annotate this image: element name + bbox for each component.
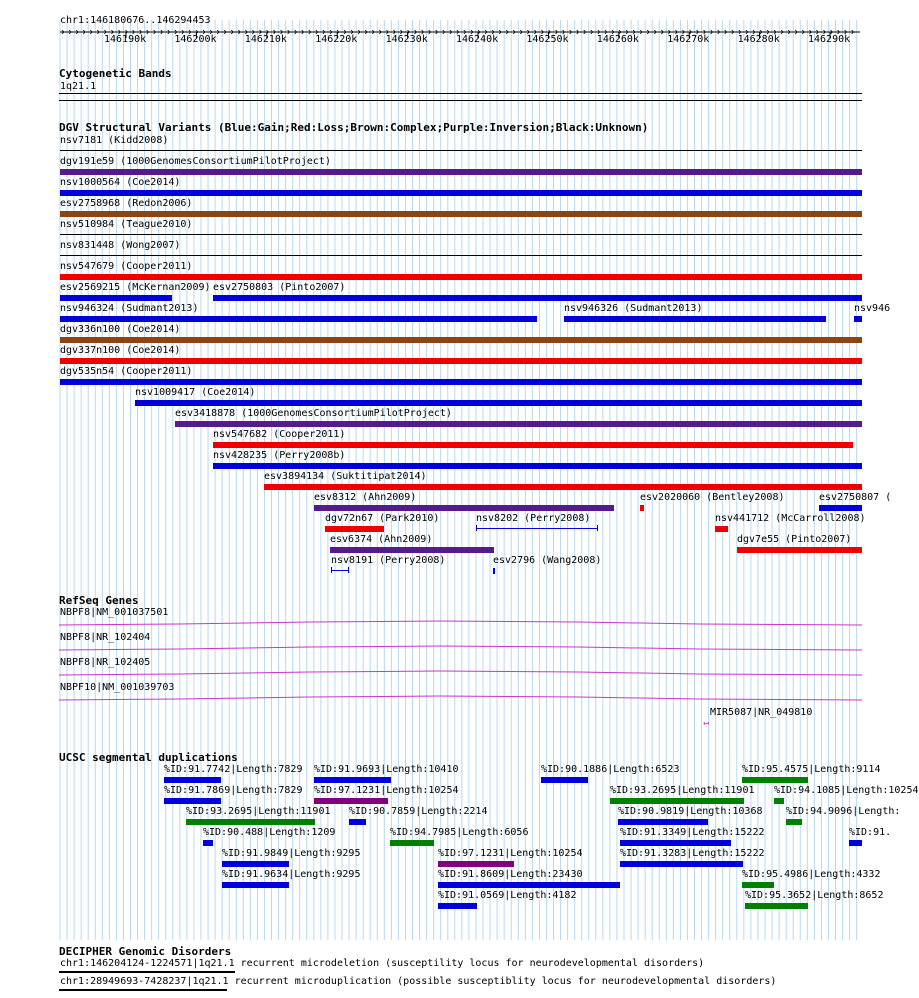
segdup-label[interactable]: %ID:97.1231|Length:10254 <box>438 848 583 859</box>
dgv-feature-bar[interactable] <box>476 528 598 529</box>
segdup-bar[interactable] <box>742 777 808 783</box>
dgv-feature-label[interactable]: nsv8202 (Perry2008) <box>476 513 591 524</box>
dgv-feature-label[interactable]: nsv428235 (Perry2008b) <box>213 450 346 461</box>
segdup-label[interactable]: %ID:91. <box>849 827 892 838</box>
ruler-tick-label: 146190k <box>104 34 147 45</box>
dgv-feature-label[interactable]: esv2750807 ( <box>819 492 892 503</box>
cytoband-label[interactable]: 1q21.1 <box>60 81 97 92</box>
track-title-cytoband: Cytogenetic Bands <box>59 67 172 80</box>
dgv-feature-bar[interactable] <box>60 169 862 175</box>
mir-arrow-icon: ↤ <box>703 718 710 729</box>
segdup-bar[interactable] <box>849 840 862 846</box>
dgv-feature-cap <box>476 525 477 531</box>
dgv-feature-bar[interactable] <box>737 547 862 553</box>
dgv-feature-label[interactable]: nsv1000564 (Coe2014) <box>60 177 181 188</box>
ruler-tick-label: 146250k <box>526 34 569 45</box>
dgv-feature-label[interactable]: nsv547679 (Cooper2011) <box>60 261 193 272</box>
dgv-feature-label[interactable]: esv2796 (Wang2008) <box>493 555 602 566</box>
segdup-bar[interactable] <box>438 861 514 867</box>
ruler-tick-label: 146270k <box>667 34 710 45</box>
decipher-item[interactable]: chr1:28949693-7428237|1q21.1 recurrent microduplication (possible susceptiblity locus for neurodevelopmental disorders) <box>60 976 777 987</box>
segdup-bar[interactable] <box>438 903 477 909</box>
dgv-feature-bar[interactable] <box>60 337 862 343</box>
ruler-tick-label: 146260k <box>596 34 639 45</box>
segdup-bar[interactable] <box>618 819 708 825</box>
dgv-feature-bar[interactable] <box>60 274 862 280</box>
segdup-label[interactable]: %ID:95.4575|Length:9114 <box>742 764 881 775</box>
segdup-label[interactable]: %ID:94.9096|Length: <box>786 806 901 817</box>
segdup-bar[interactable] <box>742 882 774 888</box>
cytoband-line <box>59 93 862 94</box>
refseq-gene-label[interactable]: NBPF10|NM_001039703 <box>60 682 175 693</box>
dgv-feature-bar[interactable] <box>175 421 862 427</box>
dgv-feature-cap <box>348 567 349 573</box>
segdup-label[interactable]: %ID:90.7859|Length:2214 <box>349 806 488 817</box>
segdup-bar[interactable] <box>390 840 434 846</box>
dgv-feature-bar[interactable] <box>715 526 728 532</box>
dgv-feature-label[interactable]: dgv191e59 (1000GenomesConsortiumPilotProject) <box>60 156 331 167</box>
segdup-bar[interactable] <box>203 840 213 846</box>
dgv-feature-bar[interactable] <box>213 442 853 448</box>
dgv-feature-label[interactable]: esv8312 (Ahn2009) <box>314 492 417 503</box>
dgv-feature-bar[interactable] <box>60 190 862 196</box>
refseq-gene-label[interactable]: NBPF8|NR_102404 <box>60 632 151 643</box>
dgv-feature-label[interactable]: esv3418878 (1000GenomesConsortiumPilotProject) <box>175 408 452 419</box>
ruler-tick-label: 146280k <box>737 34 780 45</box>
dgv-feature-label[interactable]: nsv8191 (Perry2008) <box>331 555 446 566</box>
segdup-label[interactable]: %ID:95.4986|Length:4332 <box>742 869 881 880</box>
segdup-bar[interactable] <box>620 840 731 846</box>
ruler-tick-label: 146210k <box>244 34 287 45</box>
track-separator <box>59 100 862 101</box>
dgv-feature-label[interactable]: esv3894134 (Suktitipat2014) <box>264 471 427 482</box>
dgv-feature-label[interactable]: dgv337n100 (Coe2014) <box>60 345 181 356</box>
dgv-feature-label[interactable]: dgv336n100 (Coe2014) <box>60 324 181 335</box>
dgv-feature-bar[interactable] <box>60 295 172 301</box>
dgv-feature-label[interactable]: nsv441712 (McCarroll2008) <box>715 513 866 524</box>
segdup-label[interactable]: %ID:93.2695|Length:11901 <box>186 806 331 817</box>
segdup-bar[interactable] <box>541 777 588 783</box>
decipher-bar[interactable] <box>59 971 235 973</box>
segdup-label[interactable]: %ID:91.7869|Length:7829 <box>164 785 303 796</box>
dgv-feature-label[interactable]: nsv510984 (Teague2010) <box>60 219 193 230</box>
dgv-feature-bar[interactable] <box>213 463 862 469</box>
ruler-tick-label: 146240k <box>456 34 499 45</box>
dgv-feature-bar[interactable] <box>213 295 862 301</box>
refseq-gene-model[interactable] <box>59 669 863 679</box>
segdup-label[interactable]: %ID:95.3652|Length:8652 <box>745 890 884 901</box>
dgv-feature-label[interactable]: dgv7e55 (Pinto2007) <box>737 534 852 545</box>
ruler-tick-label: 146220k <box>315 34 358 45</box>
dgv-feature-label[interactable]: esv2750803 (Pinto2007) <box>213 282 346 293</box>
dgv-feature-bar[interactable] <box>330 547 494 553</box>
dgv-feature-label[interactable]: nsv831448 (Wong2007) <box>60 240 181 251</box>
segdup-label[interactable]: %ID:91.9849|Length:9295 <box>222 848 361 859</box>
dgv-feature-bar[interactable] <box>331 570 349 571</box>
segdup-bar[interactable] <box>349 819 366 825</box>
dgv-feature-label[interactable]: nsv547682 (Cooper2011) <box>213 429 346 440</box>
track-title-segdup: UCSC segmental duplications <box>59 751 238 764</box>
dgv-feature-cap <box>597 525 598 531</box>
segdup-label[interactable]: %ID:91.9693|Length:10410 <box>314 764 459 775</box>
track-title-dgv: DGV Structural Variants (Blue:Gain;Red:Loss;Brown:Complex;Purple:Inversion;Black:Unknown) <box>59 121 649 134</box>
refseq-gene-label[interactable]: NBPF8|NR_102405 <box>60 657 151 668</box>
dgv-feature-bar[interactable] <box>640 505 644 511</box>
dgv-feature-bar[interactable] <box>854 316 862 322</box>
dgv-feature-label[interactable]: nsv1009417 (Coe2014) <box>135 387 256 398</box>
segdup-bar[interactable] <box>186 819 315 825</box>
segdup-bar[interactable] <box>745 903 808 909</box>
segdup-label[interactable]: %ID:94.1085|Length:10254 <box>774 785 919 796</box>
dgv-feature-bar[interactable] <box>314 505 614 511</box>
dgv-feature-bar[interactable] <box>135 400 862 406</box>
segdup-bar[interactable] <box>164 777 221 783</box>
region-label: chr1:146180676..146294453 <box>60 15 211 26</box>
dgv-feature-bar[interactable] <box>60 379 862 385</box>
dgv-feature-bar[interactable] <box>60 358 862 364</box>
segdup-bar[interactable] <box>610 798 744 804</box>
decipher-bar[interactable] <box>59 989 227 991</box>
ruler-tick-label: 146230k <box>385 34 428 45</box>
dgv-feature-bar[interactable] <box>60 211 862 217</box>
segdup-label[interactable]: %ID:91.3349|Length:15222 <box>620 827 765 838</box>
dgv-feature-bar[interactable] <box>264 484 862 490</box>
refseq-gene-label[interactable]: MIR5087|NR_049810 <box>710 707 813 718</box>
dgv-feature-label[interactable]: esv2569215 (McKernan2009) <box>60 282 211 293</box>
dgv-feature-label[interactable]: esv6374 (Ahn2009) <box>330 534 433 545</box>
decipher-item[interactable]: chr1:146204124-1224571|1q21.1 recurrent microdeletion (susceptility locus for neurodevelopmental disorders) <box>60 958 705 969</box>
segdup-label[interactable]: %ID:97.1231|Length:10254 <box>314 785 459 796</box>
refseq-gene-model[interactable] <box>59 619 863 629</box>
refseq-gene-model[interactable] <box>59 644 863 654</box>
dgv-feature-label[interactable]: nsv7181 (Kidd2008) <box>60 135 169 146</box>
track-title-decipher: DECIPHER Genomic Disorders <box>59 945 232 958</box>
dgv-feature-cap <box>331 567 332 573</box>
refseq-gene-model[interactable] <box>59 694 863 704</box>
dgv-feature-label[interactable]: nsv946324 (Sudmant2013) <box>60 303 199 314</box>
dgv-feature-label[interactable]: nsv946 <box>854 303 891 314</box>
segdup-bar[interactable] <box>314 798 388 804</box>
segdup-bar[interactable] <box>314 777 391 783</box>
dgv-feature-label[interactable]: dgv535n54 (Cooper2011) <box>60 366 193 377</box>
dgv-feature-bar[interactable] <box>60 150 862 151</box>
dgv-feature-label[interactable]: nsv946326 (Sudmant2013) <box>564 303 703 314</box>
dgv-feature-bar[interactable] <box>819 505 862 511</box>
segdup-label[interactable]: %ID:91.8609|Length:23430 <box>438 869 583 880</box>
segdup-bar[interactable] <box>222 882 289 888</box>
refseq-gene-label[interactable]: NBPF8|NM_001037501 <box>60 607 169 618</box>
dgv-feature-bar[interactable] <box>60 255 862 256</box>
segdup-label[interactable]: %ID:91.3283|Length:15222 <box>620 848 765 859</box>
segdup-label[interactable]: %ID:94.7985|Length:6056 <box>390 827 529 838</box>
segdup-bar[interactable] <box>164 798 221 804</box>
segdup-bar[interactable] <box>438 882 620 888</box>
segdup-label[interactable]: %ID:93.2695|Length:11901 <box>610 785 755 796</box>
segdup-label[interactable]: %ID:90.488|Length:1209 <box>203 827 336 838</box>
dgv-feature-bar[interactable] <box>325 526 384 532</box>
dgv-feature-bar[interactable] <box>564 316 826 322</box>
dgv-feature-bar[interactable] <box>60 316 537 322</box>
segdup-bar[interactable] <box>222 861 289 867</box>
dgv-feature-label[interactable]: esv2758968 (Redon2006) <box>60 198 193 209</box>
segdup-bar[interactable] <box>786 819 802 825</box>
ruler-tick-label: 146200k <box>174 34 217 45</box>
dgv-feature-bar[interactable] <box>493 568 495 574</box>
segdup-bar[interactable] <box>620 861 743 867</box>
track-title-refseq: RefSeq Genes <box>59 594 139 607</box>
segdup-label[interactable]: %ID:90.9819|Length:10368 <box>618 806 763 817</box>
segdup-label[interactable]: %ID:91.7742|Length:7829 <box>164 764 303 775</box>
dgv-feature-bar[interactable] <box>60 234 862 235</box>
segdup-label[interactable]: %ID:90.1886|Length:6523 <box>541 764 680 775</box>
segdup-label[interactable]: %ID:91.9634|Length:9295 <box>222 869 361 880</box>
segdup-bar[interactable] <box>774 798 784 804</box>
segdup-label[interactable]: %ID:91.0569|Length:4182 <box>438 890 577 901</box>
dgv-feature-label[interactable]: esv2020060 (Bentley2008) <box>640 492 785 503</box>
ruler-tick-label: 146290k <box>808 34 851 45</box>
dgv-feature-label[interactable]: dgv72n67 (Park2010) <box>325 513 440 524</box>
